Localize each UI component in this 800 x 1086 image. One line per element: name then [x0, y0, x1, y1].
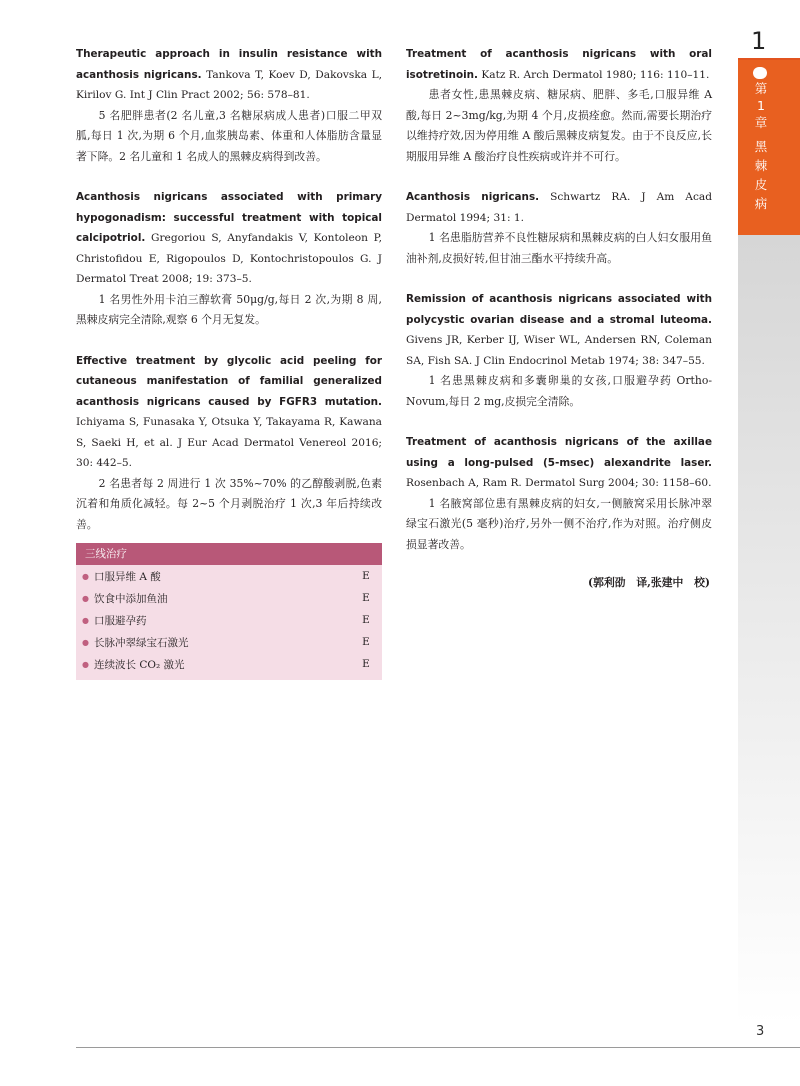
translator-credit: (郭利劭 译,张建中 校)	[588, 576, 710, 589]
reference-authors: Tankova T, Koev D, Dakovska L, Kirilov G. Int J Clin Pract 2002; 56: 578–81.	[76, 68, 382, 101]
bullet-icon: ●	[82, 659, 89, 669]
reference-authors: Gregoriou S, Anyfandakis V, Kontoleon P, Christofidou E, Rigopoulos D, Kontochristopoulos G. J Dermatol Treat 2008; 19: 373–5.	[76, 232, 382, 285]
table-row	[76, 609, 382, 631]
reference-title: Acanthosis nigricans associated with primary hypogonadism: successful treatment with topical calcipotriol.	[76, 191, 382, 244]
reference-title: Treatment of acanthosis nigricans of the axillae using a long-pulsed (5-msec) alexandrite laser.	[406, 436, 712, 469]
bullet-icon: ●	[82, 593, 89, 603]
reference-authors: Rosenbach A, Ram R. Dermatol Surg 2004; 30: 1158–60.	[406, 477, 712, 489]
reference-entry	[406, 187, 712, 269]
table-row	[76, 631, 382, 653]
evidence-grade: E	[362, 614, 370, 626]
reference-summary: 5 名肥胖患者(2 名儿童,3 名糖尿病成人患者)口服二甲双胍,每日 1 次,为期 6 个月,血浆胰岛素、体重和人体脂肪含量显著下降。2 名儿童和 1 名成人的黑棘皮病得到改善。	[76, 108, 382, 163]
evidence-grade: E	[362, 592, 370, 604]
chapter-title-char: 棘	[754, 158, 768, 173]
reference-title: Treatment of acanthosis nigricans with oral isotretinoin.	[406, 48, 712, 81]
reference-summary: 患者女性,患黑棘皮病、糖尿病、肥胖、多毛,口服异维 A 酸,每日 2~3mg/kg,为期 4 个月,皮损痊愈。然而,需要长期治疗以维持疗效,因为停用维 A 酸后黑棘皮病复发。由于不良反应,长期服用异维 A 酸治疗良性疾病或许并不可行。	[406, 88, 712, 163]
bullet-icon: ●	[82, 615, 89, 625]
evidence-grade: E	[362, 570, 370, 582]
reference-citation	[406, 187, 712, 228]
reference-summary: 1 名腋窝部位患有黑棘皮病的妇女,一侧腋窝采用长脉冲翠绿宝石激光(5 毫秒)治疗,另外一侧不治疗,作为对照。治疗侧皮损显著改善。	[406, 496, 712, 551]
chapter-label-char: 1	[757, 98, 765, 113]
bullet-icon: ●	[82, 571, 89, 581]
evidence-grade: E	[362, 636, 370, 648]
chapter-title-char: 病	[754, 196, 768, 211]
chapter-dot-icon	[753, 67, 767, 79]
table-header: 三线治疗	[76, 543, 382, 565]
reference-entry	[76, 187, 382, 331]
reference-title: Therapeutic approach in insulin resistance with acanthosis nigricans.	[76, 48, 382, 81]
reference-entry	[406, 289, 712, 412]
reference-citation	[406, 44, 712, 85]
left-column	[76, 44, 382, 680]
chapter-label-char: 第	[754, 81, 768, 96]
chapter-number: 1	[751, 27, 767, 55]
reference-summary: 1 名患脂肪营养不良性糖尿病和黑棘皮病的白人妇女服用鱼油补剂,皮损好转,但甘油三酯水平持续升高。	[406, 231, 712, 265]
reference-authors: Ichiyama S, Funasaka Y, Otsuka Y, Takayama R, Kawana S, Saeki H, et al. J Eur Acad Dermatol Venereol 2016; 30: 442–5.	[76, 416, 382, 469]
chapter-label-char: 章	[754, 115, 768, 130]
reference-title: Remission of acanthosis nigricans associated with polycystic ovarian disease and a stromal luteoma.	[406, 293, 712, 326]
reference-entry	[76, 44, 382, 167]
table-row	[76, 653, 382, 675]
footer-rule	[76, 1047, 800, 1048]
reference-authors: Givens JR, Kerber IJ, Wiser WL, Andersen RN, Coleman SA, Fish SA. J Clin Endocrinol Metab 1974; 38: 347–55.	[406, 334, 712, 367]
reference-citation	[76, 187, 382, 290]
reference-title: Acanthosis nigricans.	[406, 191, 540, 203]
reference-citation	[406, 289, 712, 371]
table-row	[76, 565, 382, 587]
therapy-label: 饮食中添加鱼油	[94, 592, 168, 605]
therapy-label: 长脉冲翠绿宝石激光	[94, 636, 189, 649]
reference-authors: Schwartz RA. J Am Acad Dermatol 1994; 31: 1.	[406, 191, 712, 224]
third-line-therapy-table	[76, 543, 382, 680]
therapy-label: 口服避孕药	[94, 614, 147, 627]
right-column	[406, 44, 712, 590]
bullet-icon: ●	[82, 637, 89, 647]
reference-title: Effective treatment by glycolic acid peeling for cutaneous manifestation of familial generalized acanthosis nigricans caused by FGFR3 mutation.	[76, 354, 382, 408]
therapy-label: 连续波长 CO₂ 激光	[94, 658, 185, 671]
chapter-title-char: 黑	[754, 139, 768, 154]
evidence-grade: E	[362, 658, 370, 670]
reference-citation	[76, 44, 382, 106]
reference-citation	[406, 432, 712, 494]
reference-entry	[406, 44, 712, 167]
reference-authors: Katz R. Arch Dermatol 1980; 116: 110–11.	[478, 68, 710, 81]
chapter-title-char: 皮	[754, 177, 768, 192]
table-row	[76, 587, 382, 609]
sidebar-gradient	[738, 235, 800, 1025]
reference-summary: 1 名男性外用卡泊三醇软膏 50μg/g,每日 2 次,为期 8 周,黑棘皮病完全清除,观察 6 个月无复发。	[76, 292, 382, 326]
reference-summary: 1 名患黑棘皮病和多囊卵巢的女孩,口服避孕药 Ortho-Novum,每日 2 mg,皮损完全清除。	[406, 374, 712, 408]
reference-summary: 2 名患者每 2 周进行 1 次 35%~70% 的乙醇酸剥脱,色素沉着和角质化减轻。每 2~5 个月剥脱治疗 1 次,3 年后持续改善。	[76, 476, 382, 531]
page-number: 3	[756, 1024, 765, 1039]
reference-entry	[406, 432, 712, 555]
reference-citation	[76, 351, 382, 474]
reference-entry	[76, 351, 382, 536]
therapy-label: 口服异维 A 酸	[94, 570, 161, 583]
